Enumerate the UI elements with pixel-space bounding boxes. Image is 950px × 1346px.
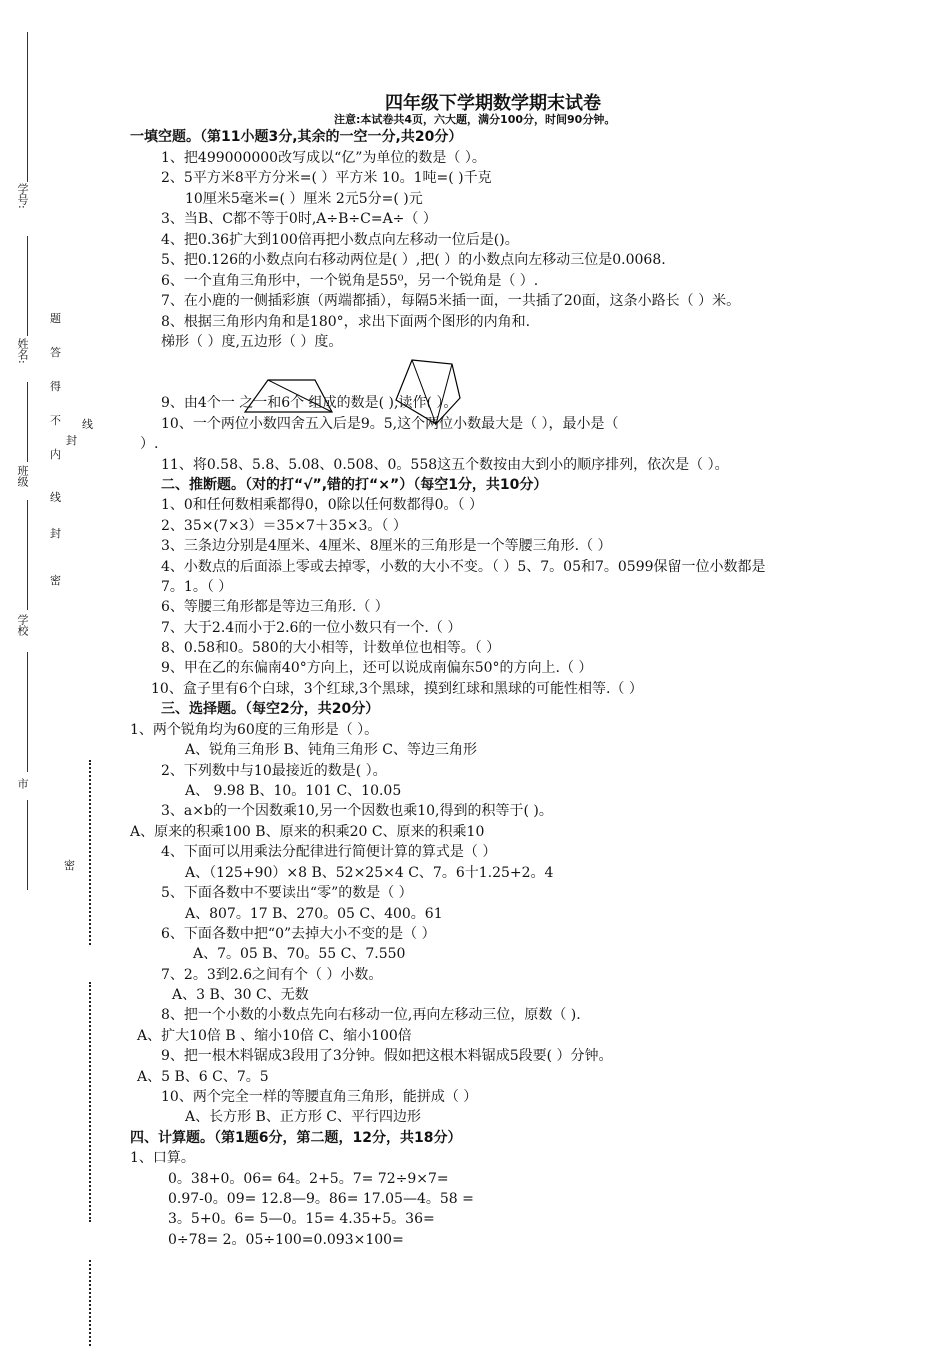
option-line: A、5 B、6 C、7。5 [137, 1069, 269, 1085]
question-line: 7、在小鹿的一侧插彩旗（两端都插），每隔5米插一面，一共插了20面，这条小路长（ ）米。 [161, 293, 741, 309]
option-line: A、807。17 B、270。05 C、400。61 [185, 906, 443, 922]
question-line: 4、小数点的后面添上零或去掉零，小数的大小不变。（ ）5、7。05和7。0599保留一位小数都是 [161, 559, 766, 575]
section-judgement: 二、推断题。（对的打“√”,错的打“×”）（每空1分，共10分） [161, 477, 548, 493]
school-label: 学校 [16, 614, 29, 636]
question-line: 9、把一根木料锯成3段用了3分钟。假如把这根木料锯成5段要( ）分钟。 [161, 1048, 613, 1064]
option-line: A、长方形 B、正方形 C、平行四边形 [185, 1109, 422, 1125]
option-line: A、原来的积乘100 B、原来的积乘20 C、原来的积乘10 [130, 824, 485, 840]
margin-rule [27, 32, 28, 182]
dotted-cut-line [89, 982, 91, 1222]
page-title: 四年级下学期数学期末试卷 [385, 93, 601, 114]
question-line: 4、把0.36扩大到100倍再把小数点向左移动一位后是()。 [161, 232, 519, 248]
question-line: 3、三条边分别是4厘米、4厘米、8厘米的三角形是一个等腰三角形.（ ） [161, 538, 612, 554]
seal-char: 线 [50, 491, 61, 504]
option-line: A、扩大10倍 B 、缩小10倍 C、缩小100倍 [137, 1028, 412, 1044]
question-line: 8、根据三角形内角和是180°，求出下面两个图形的内角和. [161, 314, 531, 330]
question-line: 10、两个完全一样的等腰直角三角形，能拼成（ ） [161, 1089, 478, 1105]
margin-rule [27, 236, 28, 336]
section-fill-blank: 一填空题。（第11小题3分,其余的一空一分,共20分） [130, 129, 463, 145]
calc-line: 0.97-0。09= 12.8—9。86= 17.05—4。58 = [168, 1191, 474, 1207]
question-line: 9、由4个一 之一和6个 组成的数是( ),读作( ）。 [161, 395, 458, 411]
seal-char: 题 [50, 312, 61, 325]
question-line: 6、下面各数中把“0”去掉大小不变的是（ ） [161, 926, 436, 942]
section-choice: 三、选择题。（每空2分，共20分） [161, 701, 380, 717]
seal-char: 内 [50, 448, 61, 461]
question-line: 7、大于2.4而小于2.6的一位小数只有一个.（ ） [161, 620, 462, 636]
question-line: 梯形（ ）度,五边形（ ）度。 [161, 334, 343, 350]
seal-char: 密 [50, 574, 61, 587]
seal-char: 不 [50, 414, 61, 427]
option-line: A、7。05 B、70。55 C、7.550 [193, 946, 406, 962]
option-line: A、3 B、30 C、无数 [172, 987, 309, 1003]
seal-char: 线 [82, 418, 93, 431]
question-line: 10厘米5毫米=( ）厘米 2元5分=( )元 [185, 191, 423, 207]
question-line: 10、一个两位小数四舍五入后是9。5,这个两位小数最大是（ ），最小是（ [161, 416, 619, 432]
calc-line: 0÷78= 2。05÷100=0.093×100= [168, 1232, 404, 1248]
question-line: 8、把一个小数的小数点先向右移动一位,再向左移动三位，原数（ ). [161, 1007, 581, 1023]
question-line: 2、5平方米8平方分米=( ）平方米 10。1吨=( )千克 [161, 170, 492, 186]
question-line: 5、把0.126的小数点向右移动两位是( ）,把( ）的小数点向左移动三位是0.0068. [161, 252, 666, 268]
option-line: A、 9.98 B、10。101 C、10.05 [185, 783, 402, 799]
seal-char: 封 [66, 434, 77, 447]
question-line: 1、两个锐角均为60度的三角形是（ ）。 [130, 722, 379, 738]
seal-char: 密 [64, 859, 75, 872]
name-label: 姓名: [16, 338, 29, 364]
question-line: 3、a×b的一个因数乘10,另一个因数也乘10,得到的积等于( )。 [161, 803, 553, 819]
question-line: 6、等腰三角形都是等边三角形.（ ） [161, 599, 389, 615]
question-line: 1、口算。 [130, 1150, 195, 1166]
option-line: A、（125+90）×8 B、52×25×4 C、7。6十1.25+2。4 [185, 865, 554, 881]
question-line: 5、下面各数中不要读出“零”的数是（ ） [161, 885, 413, 901]
question-line: 10、盒子里有6个白球，3个红球,3个黑球，摸到红球和黑球的可能性相等.（ ） [151, 681, 643, 697]
question-line: 2、下列数中与10最接近的数是( ）。 [161, 763, 387, 779]
dotted-cut-line [89, 1260, 91, 1346]
question-line: 11、将0.58、5.8、5.08、0.508、0。558这五个数按由大到小的顺序排列，依次是（ ）。 [161, 457, 729, 473]
exam-notice: 注意:本试卷共4页，六大题，满分100分，时间90分钟。 [334, 113, 616, 126]
seal-char: 封 [50, 527, 61, 540]
calc-line: 0。38+0。06= 64。2+5。7= 72÷9×7= [168, 1171, 449, 1187]
question-line: 1、0和任何数相乘都得0，0除以任何数都得0。（ ） [161, 497, 483, 513]
margin-rule [27, 652, 28, 772]
question-line: 7、2。3到2.6之间有个（ ）小数。 [161, 967, 383, 983]
margin-rule [27, 800, 28, 890]
seal-char: 答 [50, 346, 61, 359]
city-label: 市 [16, 778, 29, 789]
class-label: 班级 [16, 465, 29, 487]
question-line: 2、35×(7×3）＝35×7＋35×3。（ ） [161, 518, 407, 534]
question-line: ）. [140, 436, 159, 452]
calc-line: 3。5+0。6= 5—0。15= 4.35+5。36= [168, 1211, 435, 1227]
question-line: 1、把499000000改写成以“亿”为单位的数是（ ）。 [161, 150, 486, 166]
question-line: 3、当B、C都不等于0时,A÷B÷C=A÷（ ） [161, 211, 437, 227]
margin-rule [27, 382, 28, 462]
seal-char: 得 [50, 380, 61, 393]
question-line: 4、下面可以用乘法分配律进行简便计算的算式是（ ） [161, 844, 497, 860]
dotted-cut-line [89, 760, 91, 945]
section-calculation: 四、计算题。（第1题6分，第二题，12分，共18分） [130, 1130, 462, 1146]
question-line: 6、一个直角三角形中，一个锐角是55⁰，另一个锐角是（ ）. [161, 273, 539, 289]
student-id-label: 学号: [16, 183, 29, 209]
question-line: 9、甲在乙的东偏南40°方向上，还可以说成南偏东50°的方向上.（ ） [161, 660, 593, 676]
option-line: A、锐角三角形 B、钝角三角形 C、等边三角形 [185, 742, 478, 758]
margin-rule [27, 500, 28, 610]
question-line: 7。1。（ ） [161, 579, 233, 595]
question-line: 8、0.58和0。580的大小相等，计数单位也相等。（ ） [161, 640, 501, 656]
